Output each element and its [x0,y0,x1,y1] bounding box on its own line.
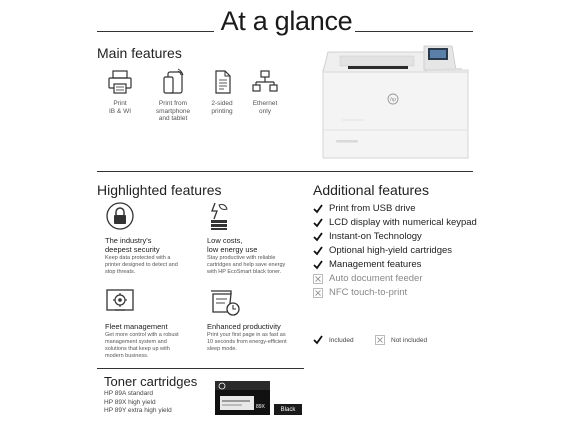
highlight-desc-line: modern business. [105,353,149,359]
page-title: At a glance [220,6,353,36]
smartphone-tablet-icon [159,68,187,96]
highlight-desc-line: Get more control with a robust [105,332,179,338]
toner-item: HP 89Y extra high yield [104,407,172,414]
toner-box-image [214,378,272,418]
check-icon [313,246,323,256]
list-item [313,272,477,286]
productivity-clock-icon [207,287,241,317]
highlight-energy [207,201,312,276]
highlight-title: low energy use [207,245,258,254]
highlight-desc-line: Print your first page in as fast as [207,332,286,338]
legend-label: Not included [391,336,428,344]
main-feature-label: Print [113,100,127,107]
highlight-productivity [207,287,312,353]
svg-text:hp: hp [390,97,396,103]
highlight-desc-line: management system and [105,339,167,345]
main-feature-label: Print from [158,100,188,107]
highlight-title: Fleet management [105,322,168,331]
main-feature-label: 2-sided [211,100,233,107]
lock-shield-icon [105,201,135,231]
ethernet-network-icon [251,68,279,96]
main-feature-mobile [149,68,197,123]
highlight-desc-line: cartridges and help save energy [207,262,286,268]
fleet-management-icon [105,287,135,317]
cross-icon [313,288,323,298]
list-item [313,244,477,258]
title-rule-right [355,31,473,32]
additional-features-list [313,202,477,300]
main-feature-print [96,68,144,115]
highlighted-features-heading: Highlighted features [97,182,222,198]
feature-label: Optional high-yield cartridges [329,245,453,256]
check-icon [313,260,323,270]
highlight-description [105,255,210,276]
highlight-desc-line: with HP EcoSmart black toner. [207,269,282,275]
main-feature-label: smartphone [155,107,191,115]
highlight-description [105,332,210,360]
highlight-desc-line: Stay productive with reliable [207,255,276,261]
list-item [313,286,477,300]
highlight-description [207,255,312,276]
section-divider [97,171,473,172]
cross-icon [313,274,323,284]
feature-label: LCD display with numerical keypad [329,217,477,228]
toner-rule [97,368,304,369]
list-item [313,216,477,230]
highlight-title: Enhanced productivity [207,322,281,331]
legend-label: Included [329,336,354,344]
list-item [313,230,477,244]
additional-features-heading: Additional features [313,182,429,198]
highlight-desc-line: Keep data protected with a [105,255,171,261]
main-feature-label: only [259,107,271,115]
highlight-desc-line: solutions that keep up with [105,346,170,352]
highlight-description [207,332,312,353]
toner-item: HP 89X high yield [104,398,156,406]
energy-efficient-icon [207,201,231,231]
legend-not-included [375,335,427,345]
main-feature-label: IB & WI [108,107,132,115]
main-feature-label: and tablet [158,115,188,122]
list-item [313,202,477,216]
feature-label: NFC touch-to-print [329,287,408,298]
main-feature-label: Ethernet [252,100,278,107]
main-features-heading: Main features [97,45,182,61]
toner-item: HP 89A standard [104,390,154,397]
highlight-title: Low costs, [207,236,243,245]
check-icon [313,335,323,345]
list-item [313,258,477,272]
check-icon [313,218,323,228]
feature-label: Auto document feeder [329,273,423,284]
highlight-desc-line: 10 seconds from energy-efficient [207,339,287,345]
toner-heading: Toner cartridges [104,374,198,389]
highlight-fleet [105,287,210,360]
two-sided-document-icon [208,68,236,96]
toner-list [104,390,172,416]
highlight-desc-line: stop threats. [105,269,136,275]
printer-wifi-icon [106,68,134,96]
title-rule-left [97,31,214,32]
feature-label: Management features [329,259,422,270]
toner-box-label: 89X [256,404,265,410]
highlight-desc-line: sleep mode. [207,346,237,352]
highlight-security [105,201,210,276]
highlight-desc-line: printer designed to detect and [105,262,178,268]
main-feature-ethernet [241,68,289,115]
feature-label: Print from USB drive [329,203,416,214]
highlight-title: deepest security [105,245,160,254]
legend-included [313,335,354,345]
check-icon [313,232,323,242]
highlight-title: The industry's [105,236,152,245]
main-feature-label: printing [211,107,233,115]
feature-label: Instant-on Technology [329,231,422,242]
check-icon [313,204,323,214]
cross-icon [375,335,385,345]
printer-image [318,40,473,165]
main-feature-duplex [198,68,246,115]
toner-color-tag: Black [274,404,302,415]
